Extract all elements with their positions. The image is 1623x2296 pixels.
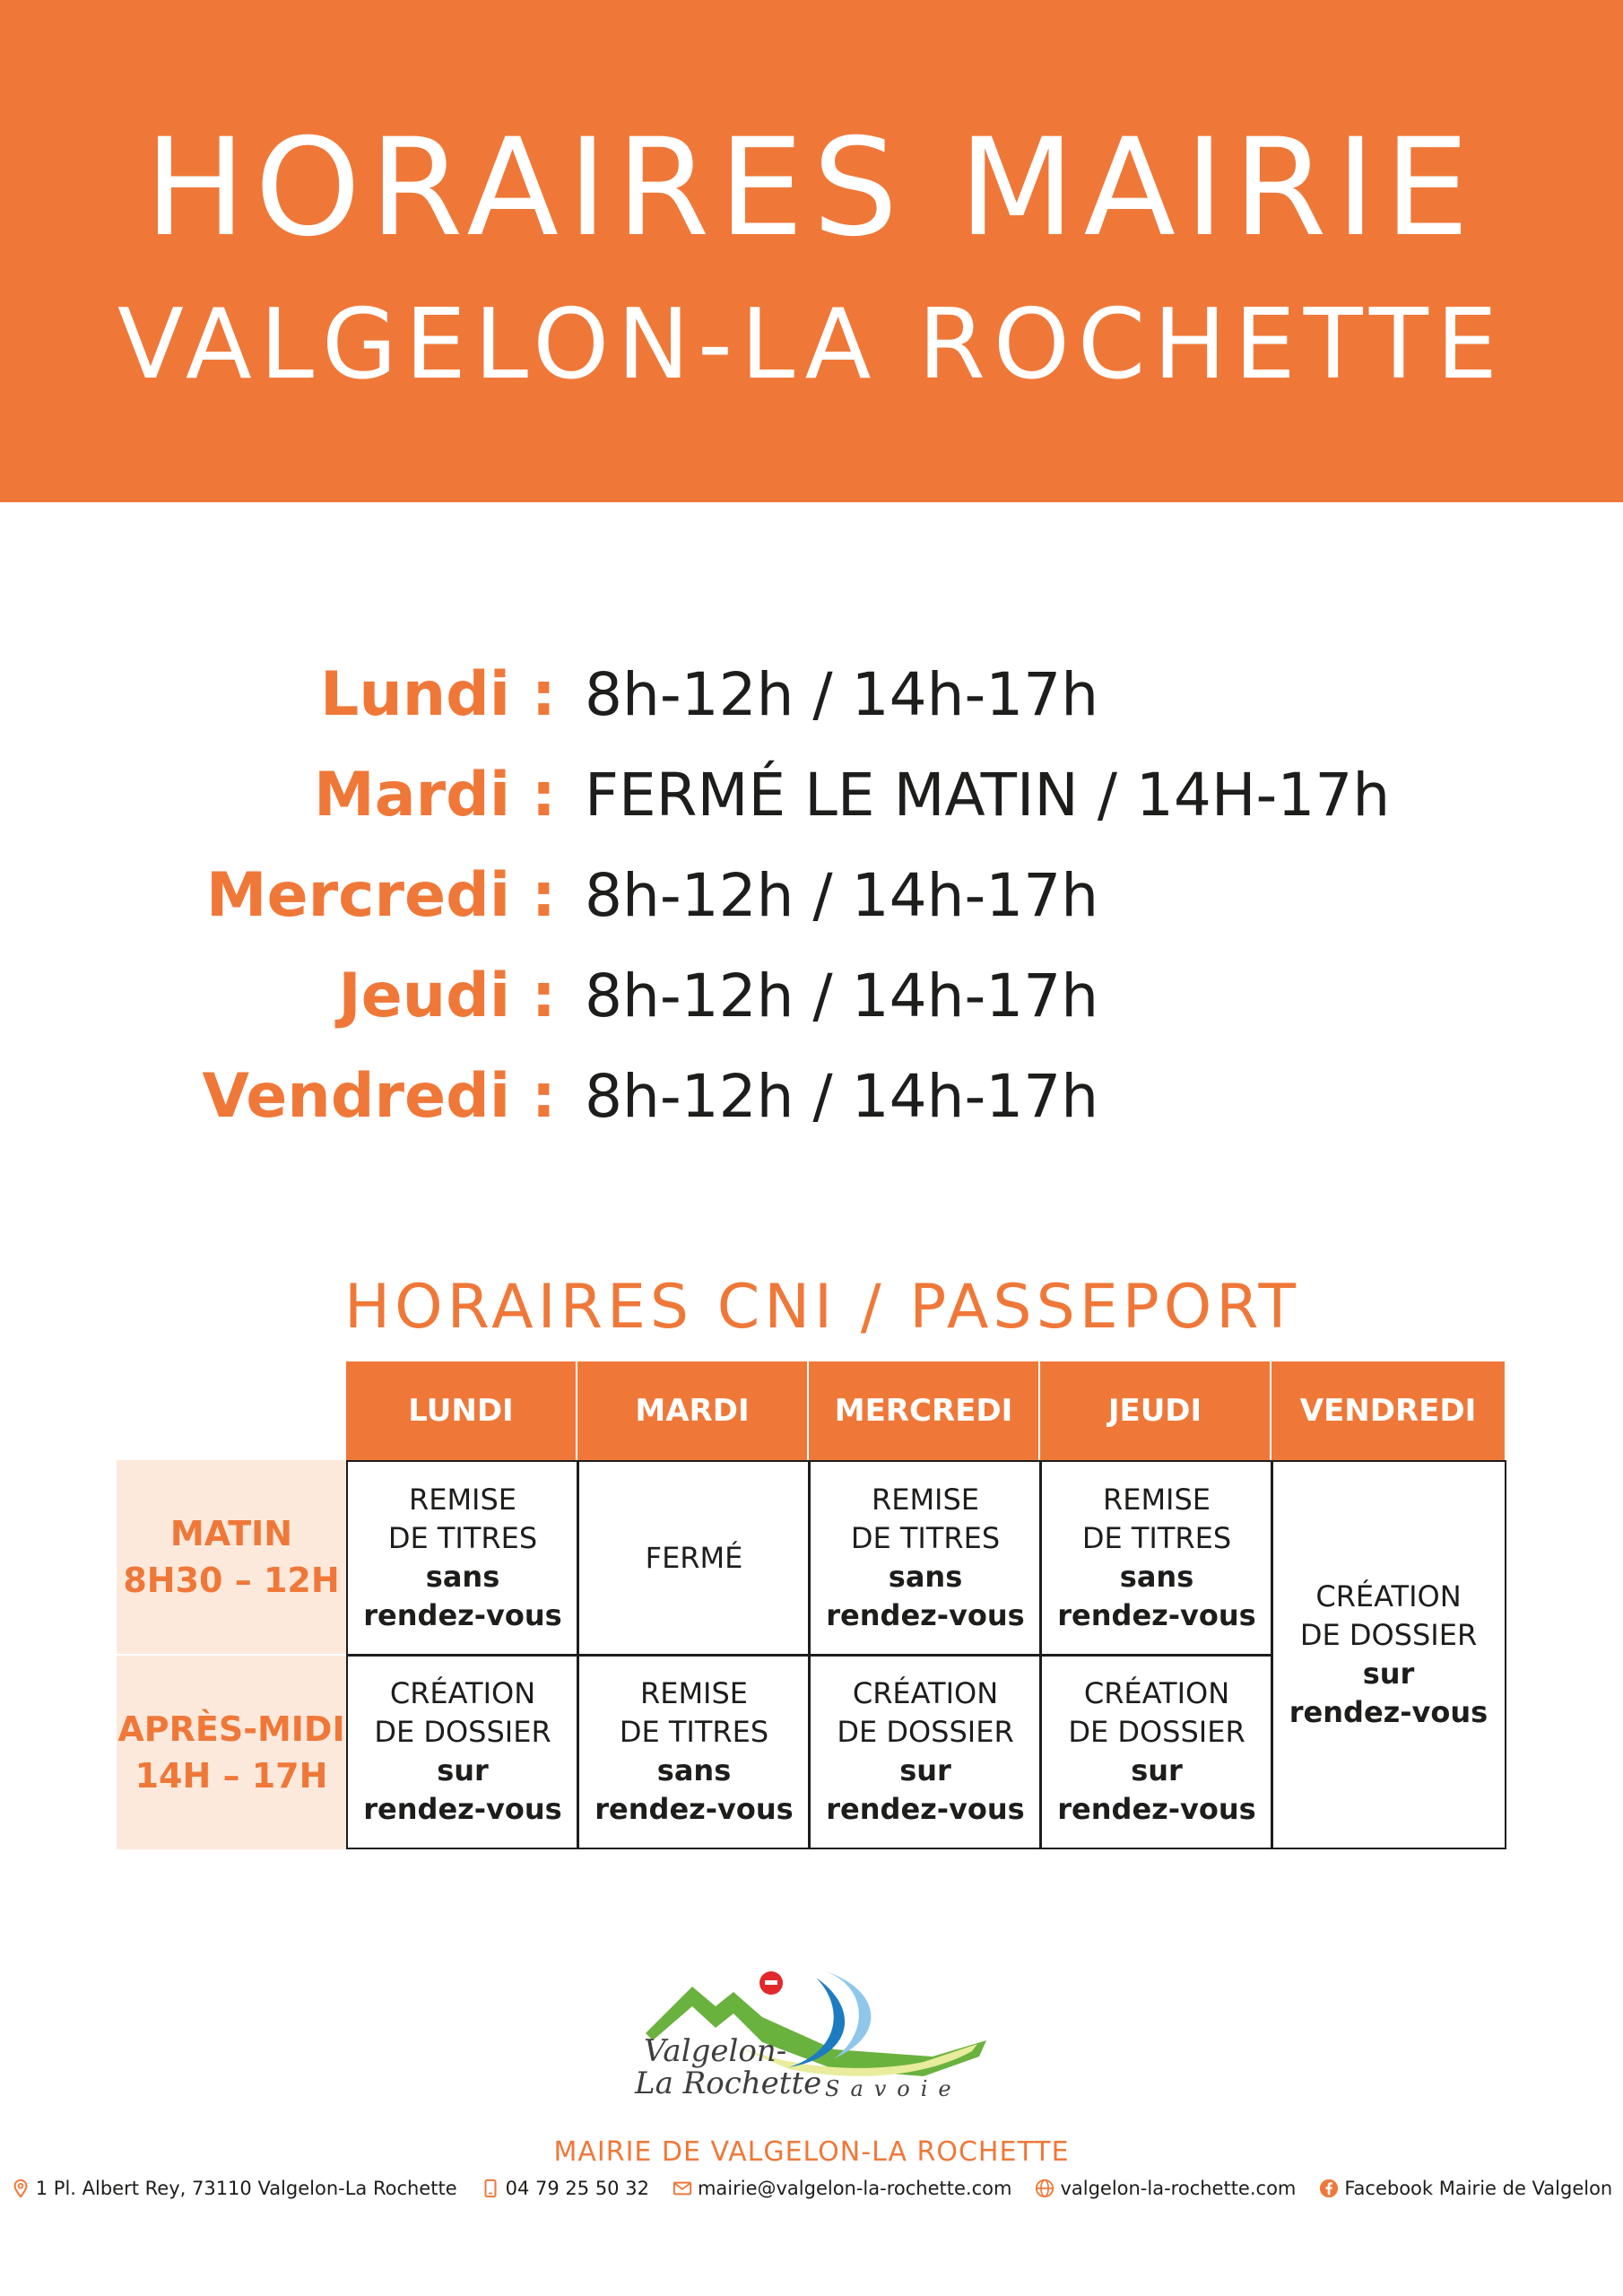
column-header-jeudi: JEUDI [1040,1361,1271,1460]
globe-icon [1035,2179,1055,2198]
cell-text-bold: sur [1362,1656,1415,1691]
row-header-time: 14H – 17H [135,1756,328,1796]
cell-text-bold: sur [437,1753,489,1787]
row-header-apres-midi [117,1656,346,1849]
website-link[interactable]: valgelon-la-rochette.com [1060,2178,1297,2199]
cell-text: CRÉATION [1083,1676,1230,1710]
contact-address [11,2174,457,2203]
valgelon-logo [628,1951,995,2112]
cell-text-bold: sans [425,1560,500,1594]
facebook-icon [1319,2179,1339,2198]
day-label: Mardi : [314,760,556,831]
footer-contacts [0,2174,1623,2203]
phone-icon [481,2179,500,2198]
cell-text-bold: sans [1119,1560,1194,1594]
facebook-link[interactable]: Facebook Mairie de Valgelon [1344,2178,1613,2199]
cell-vendredi-journee [1273,1462,1504,1847]
cell-text-bold: sans [656,1753,732,1787]
row-header-matin [117,1460,346,1654]
cell-text: REMISE [871,1483,980,1517]
column-header-lundi: LUNDI [346,1361,577,1460]
cell-text: DE DOSSIER [837,1715,1014,1749]
column-header-vendredi: VENDREDI [1271,1361,1506,1460]
hours-row-lundi [0,646,1623,744]
row-header-label: APRÈS-MIDI [117,1709,345,1749]
cell-text: DE DOSSIER [1068,1715,1245,1749]
cell-text-bold: rendez-vous [1289,1694,1488,1729]
email-link[interactable]: mairie@valgelon-la-rochette.com [697,2178,1012,2199]
grid-line [346,1654,1273,1657]
cell-jeudi-apres-midi [1042,1657,1271,1847]
hours-row-mercredi [0,847,1623,945]
cell-text-bold: rendez-vous [363,1792,562,1826]
day-label: Mercredi : [205,860,556,931]
contact-phone [481,2174,649,2203]
footer-title: MAIRIE DE VALGELON-LA ROCHETTE [553,2136,1070,2168]
cell-text-bold: rendez-vous [363,1598,562,1632]
contact-email[interactable] [673,2174,1012,2203]
cell-text: CRÉATION [389,1676,536,1710]
cell-mardi-matin [579,1462,809,1654]
cell-text: CRÉATION [852,1676,999,1710]
page-title: HORAIRES MAIRIE [144,110,1479,266]
cell-text: CRÉATION [1315,1578,1462,1613]
day-hours: 8h-12h / 14h-17h [585,660,1099,729]
hours-row-mardi [0,746,1623,845]
cell-text: FERMÉ [645,1540,743,1575]
row-header-divider [117,1654,346,1656]
cell-text: DE TITRES [1081,1521,1232,1555]
hours-row-vendredi [0,1048,1623,1146]
cell-lundi-matin [348,1462,577,1654]
page-subtitle: VALGELON-LA ROCHETTE [117,289,1506,401]
day-hours: FERMÉ LE MATIN / 14H-17h [585,761,1391,830]
cni-schedule-table [117,1361,1506,1849]
row-header-time: 8H30 – 12H [123,1561,340,1600]
contact-website[interactable] [1035,2174,1296,2203]
contact-facebook[interactable] [1319,2174,1612,2203]
cell-text: DE TITRES [619,1715,769,1749]
logo-text-line3: Savoie [825,2076,962,2101]
cell-text-bold: rendez-vous [1057,1792,1256,1826]
cell-text: DE DOSSIER [374,1715,551,1749]
logo-text-line2: La Rochette [635,2066,822,2101]
cell-mercredi-apres-midi [811,1657,1040,1847]
mail-icon [673,2179,692,2198]
cell-mercredi-matin [811,1462,1040,1654]
cell-text-bold: sur [899,1753,951,1787]
cell-text-bold: sur [1131,1753,1183,1787]
cell-text: DE TITRES [387,1521,538,1555]
day-hours: 8h-12h / 14h-17h [585,961,1099,1031]
day-hours: 8h-12h / 14h-17h [585,1062,1099,1131]
address-text: 1 Pl. Albert Rey, 73110 Valgelon-La Rochette [35,2178,457,2199]
cell-text-bold: rendez-vous [1057,1598,1256,1632]
hours-row-jeudi [0,947,1623,1046]
cell-text-bold: rendez-vous [826,1598,1025,1632]
day-label: Jeudi : [338,961,556,1031]
day-hours: 8h-12h / 14h-17h [585,861,1099,930]
cell-text-bold: rendez-vous [826,1792,1025,1826]
header-banner [0,0,1623,502]
row-header-label: MATIN [169,1514,293,1553]
location-pin-icon [11,2179,30,2198]
cni-section-title: HORAIRES CNI / PASSEPORT [344,1272,1301,1343]
cell-text-bold: rendez-vous [595,1792,794,1826]
cell-text: DE DOSSIER [1299,1617,1478,1652]
cell-text: REMISE [639,1676,749,1710]
phone-text: 04 79 25 50 32 [505,2178,649,2199]
cell-mardi-apres-midi [579,1657,809,1847]
cell-text: REMISE [408,1483,517,1517]
cell-text: DE TITRES [850,1521,1001,1555]
cell-lundi-apres-midi [348,1657,577,1847]
column-header-mercredi: MERCREDI [809,1361,1040,1460]
cell-text-bold: sans [888,1560,963,1594]
column-header-mardi: MARDI [577,1361,809,1460]
cell-text: REMISE [1102,1483,1211,1517]
day-label: Vendredi : [202,1061,556,1132]
day-label: Lundi : [319,659,556,730]
cell-jeudi-matin [1042,1462,1271,1654]
logo-text-line1: Valgelon- [644,2033,787,2069]
